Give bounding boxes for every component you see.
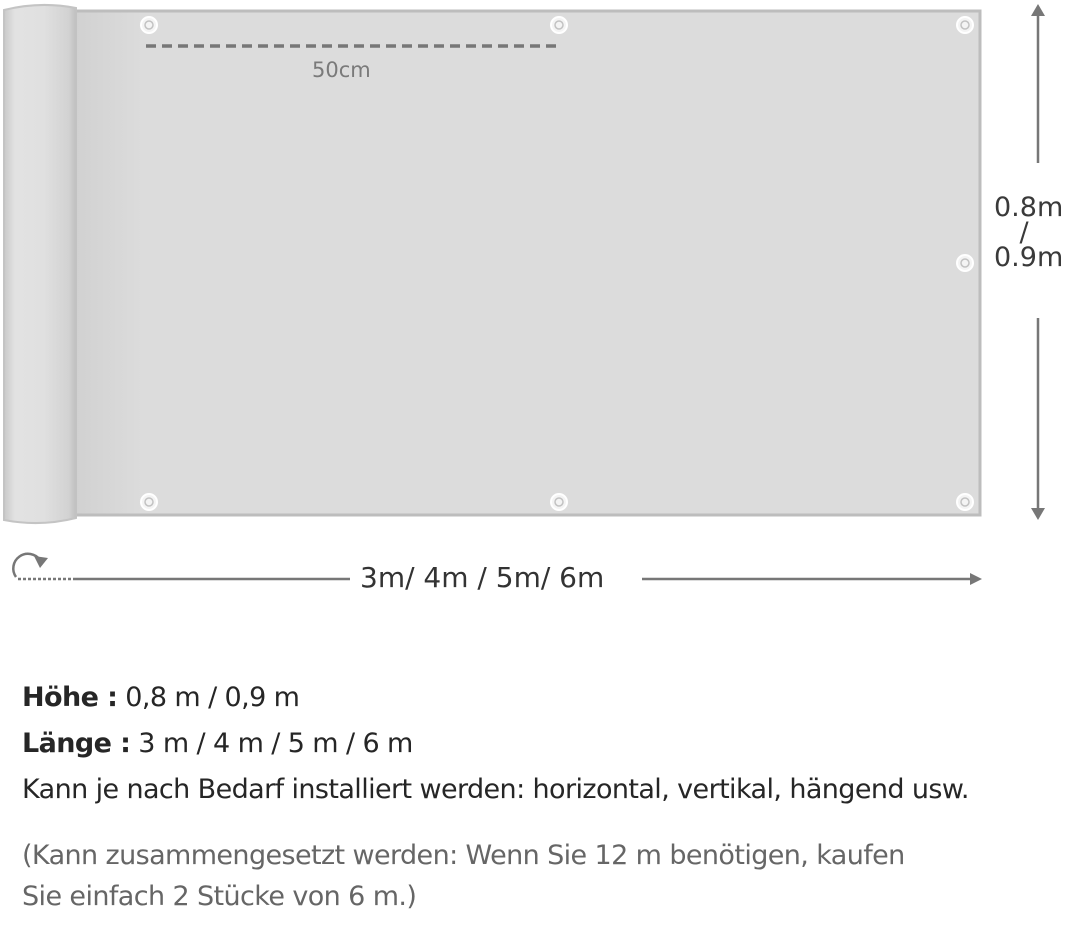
rotate-arrow-icon [13,554,48,577]
grommet-icon [141,494,157,510]
height-separator: / [1019,217,1029,248]
spec-height-label: Höhe : [22,682,118,713]
spec-length [22,721,1080,767]
note-line-1: (Kann zusammengesetzt werden: Wenn Sie 12 m benötigen, kaufen [22,840,905,871]
grommet-icon [957,17,973,33]
grommet-spacing-label: 50cm [312,58,371,82]
grommet-icon [551,494,567,510]
spec-height-value: 0,8 m / 0,9 m [125,682,300,713]
note-line-2: Sie einfach 2 Stücke von 6 m.) [22,881,417,912]
specifications [22,675,1080,917]
spec-installation: Kann je nach Bedarf installiert werden: horizontal, vertikal, hängend usw. [22,774,969,805]
spec-height [22,675,1080,721]
grommet-icon [141,17,157,33]
grommet-icon [957,255,973,271]
screen-panel [70,11,980,515]
height-dimension-label [994,192,1064,274]
spec-length-label: Länge : [22,728,131,759]
grommet-icon [957,494,973,510]
grommet-icon [551,17,567,33]
spec-length-value: 3 m / 4 m / 5 m / 6 m [138,728,413,759]
length-dimension-label: 3m/ 4m / 5m/ 6m [354,561,610,594]
height-option-2: 0.9m [994,242,1064,273]
combination-note [22,835,1080,917]
screen-roll [4,5,76,523]
arrow-up-icon [1031,4,1045,163]
height-option-1: 0.8m [994,192,1064,223]
arrow-down-icon [1031,318,1045,520]
arrow-right-icon [642,573,982,585]
